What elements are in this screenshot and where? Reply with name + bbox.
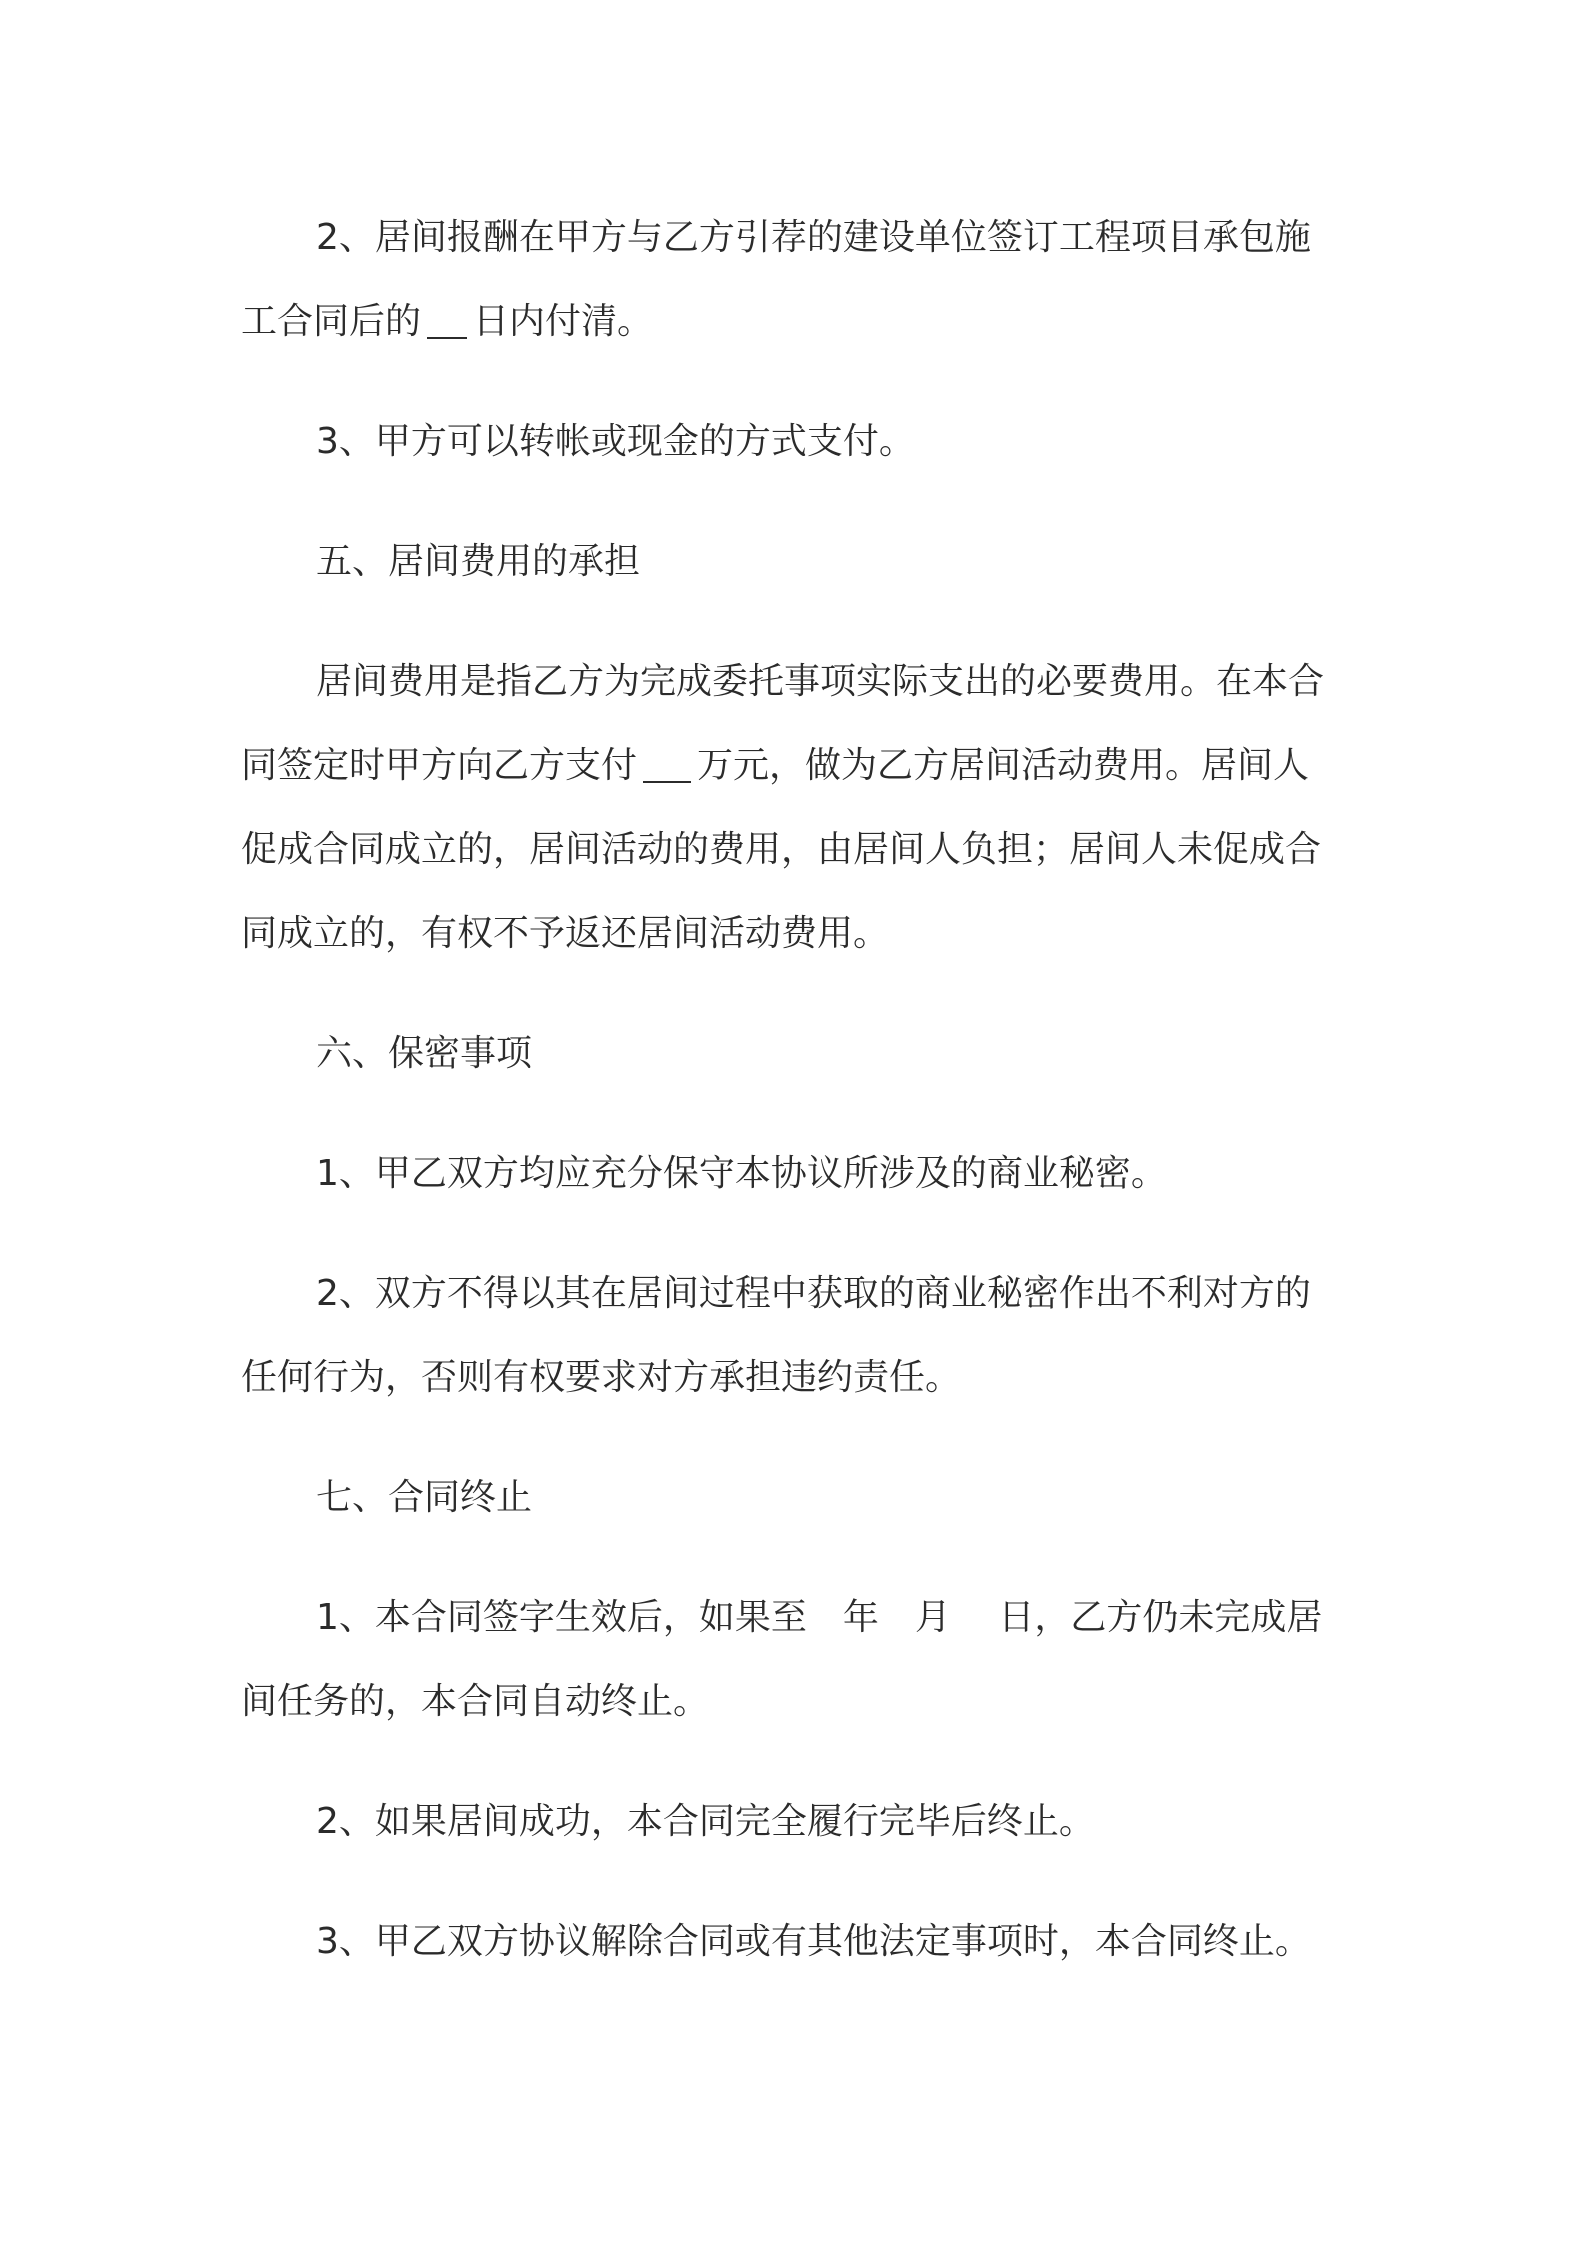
paragraph-line: 促成合同成立的，居间活动的费用，由居间人负担；居间人未促成合 (241, 829, 1322, 870)
paragraph-termination-3: 3、甲乙双方协议解除合同或有其他法定事项时，本合同终止。 (316, 1921, 1311, 1962)
paragraph-expenses (241, 640, 1351, 976)
text-segment: 工合同后的 (241, 301, 422, 342)
text-segment: 万元，做为乙方居间活动费用。居间人 (697, 745, 1310, 786)
paragraph-line: 2、居间报酬在甲方与乙方引荐的建设单位签订工程项目承包施 (316, 217, 1311, 258)
paragraph-payment-deadline (241, 196, 1351, 364)
paragraph-termination-2: 2、如果居间成功，本合同完全履行完毕后终止。 (316, 1801, 1095, 1842)
paragraph-line: 2、双方不得以其在居间过程中获取的商业秘密作出不利对方的 (316, 1273, 1311, 1314)
paragraph-line: 任何行为，否则有权要求对方承担违约责任。 (241, 1357, 962, 1398)
paragraph-payment-method: 3、甲方可以转帐或现金的方式支付。 (316, 421, 915, 462)
text-segment: 日内付清。 (473, 301, 654, 342)
section-heading-6: 六、保密事项 (316, 1033, 533, 1074)
fill-in-blank-amount (643, 751, 691, 783)
fill-in-blank-days (427, 307, 467, 339)
section-heading-5: 五、居间费用的承担 (316, 541, 641, 582)
paragraph-line: 居间费用是指乙方为完成委托事项实际支出的必要费用。在本合 (316, 661, 1325, 702)
paragraph-line: 间任务的，本合同自动终止。 (241, 1681, 710, 1722)
section-heading-7: 七、合同终止 (316, 1477, 533, 1518)
paragraph-termination-1 (241, 1576, 1351, 1744)
document-body (241, 196, 1351, 1984)
paragraph-line (241, 280, 1351, 364)
paragraph-line (241, 724, 1351, 808)
paragraph-line: 同成立的，有权不予返还居间活动费用。 (241, 913, 890, 954)
paragraph-line: 1、本合同签字生效后，如果至 年 月 日，乙方仍未完成居 (316, 1597, 1323, 1638)
text-segment: 同签定时甲方向乙方支付 (241, 745, 638, 786)
paragraph-confidentiality-2 (241, 1252, 1351, 1420)
paragraph-confidentiality-1: 1、甲乙双方均应充分保守本协议所涉及的商业秘密。 (316, 1153, 1167, 1194)
